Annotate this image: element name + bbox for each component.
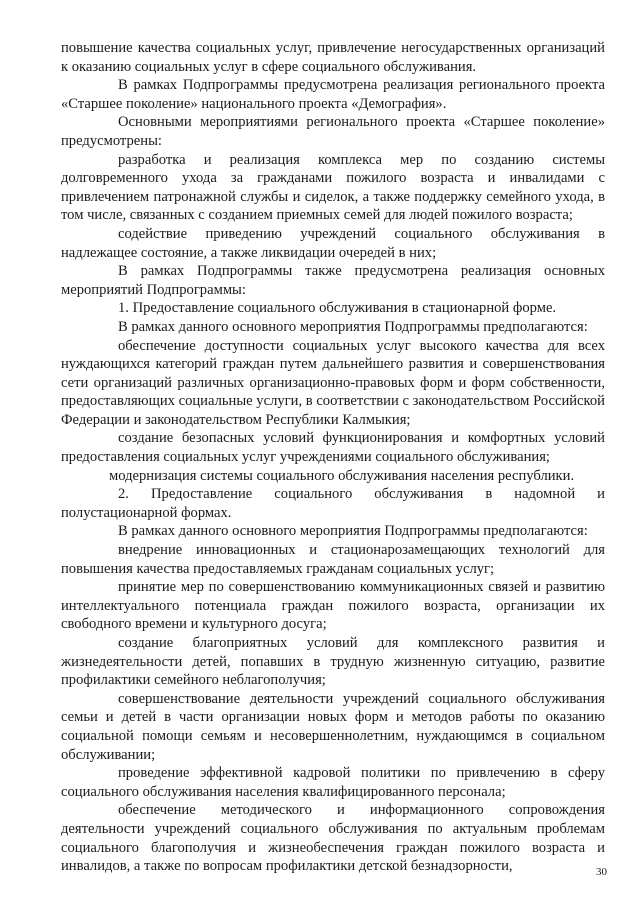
paragraph: 1. Предоставление социального обслуживания в стационарной форме. [118, 300, 557, 317]
paragraph: повышение качества социальных услуг, привлечение негосударственных организаций к оказанию социальных услуг в сфере социального обслуживания. [61, 40, 605, 75]
paragraph: 2. Предоставление социального обслуживания в надомной и полустационарной формах. [61, 486, 605, 521]
paragraph: Основными мероприятиями регионального проекта «Старшее поколение» предусмотрены: [61, 114, 605, 149]
paragraph: проведение эффективной кадровой политики по привлечению в сферу социального обслуживания населения квалифицированного персонала; [61, 765, 605, 800]
paragraph: В рамках Подпрограммы предусмотрена реализация регионального проекта «Старшее поколение» национального проекта «Демография». [61, 77, 605, 112]
page-number: 30 [596, 866, 607, 878]
body-text [61, 39, 605, 876]
paragraph: создание благоприятных условий для комплексного развития и жизнедеятельности детей, попавших в трудную жизненную ситуацию, развитие профилактики семейного неблагополучия; [61, 635, 605, 689]
paragraph: принятие мер по совершенствованию коммуникационных связей и развитию интеллектуального потенциала граждан пожилого возраста, организации их свободного времени и культурного досуга; [61, 579, 605, 633]
paragraph: В рамках данного основного мероприятия Подпрограммы предполагаются: [118, 318, 588, 335]
paragraph: содействие приведению учреждений социального обслуживания в надлежащее состояние, а также ликвидации очередей в них; [61, 225, 605, 261]
paragraph: создание безопасных условий функционирования и комфортных условий предоставления социальных услуг учреждениями социального обслуживания; [61, 430, 605, 466]
paragraph: модернизация системы социального обслуживания населения республики. [109, 467, 575, 484]
paragraph: обеспечение методического и информационного сопровождения деятельности учреждений социального обслуживания по актуальным проблемам социального благополучия и жизнеобеспечения граждан пожилого возраста и инвалидов, а также по вопросам профилактики детской безнадзорности, [61, 802, 605, 875]
paragraph: совершенствование деятельности учреждений социального обслуживания семьи и детей в части организации новых форм и методов работы по оказанию социальной помощи семьям и несовершеннолетним, нуждающимся в социальном обслуживании; [61, 690, 605, 763]
paragraph: внедрение инновационных и стационарозамещающих технологий для повышения качества предоставляемых гражданам социальных услуг; [61, 542, 605, 577]
paragraph: обеспечение доступности социальных услуг высокого качества для всех нуждающихся категорий граждан путем дальнейшего развития и совершенствования сети организаций различных организационно-правовых форм и форм собственности, предоставляющих социальные услуги, в соответствии с законодательством Российской Федерации и законодательством Республики Калмыкия; [61, 337, 605, 428]
paragraph: В рамках Подпрограммы также предусмотрена реализация основных мероприятий Подпрограммы: [61, 263, 605, 298]
paragraph: В рамках данного основного мероприятия Подпрограммы предполагаются: [118, 523, 588, 540]
paragraph: разработка и реализация комплекса мер по созданию системы долговременного ухода за гражданами пожилого возраста и инвалидами с привлечением патронажной службы и сиделок, а также поддержку семейного ухода, в том числе, связанных с созданием приемных семей для людей пожилого возраста; [61, 151, 605, 224]
